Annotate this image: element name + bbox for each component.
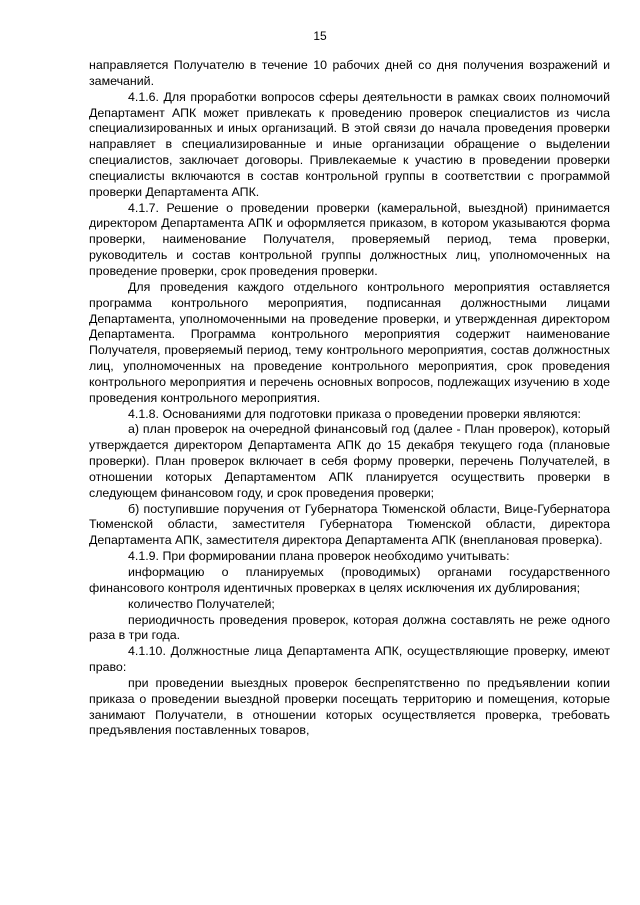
paragraph: б) поступившие поручения от Губернатора Тюменской области, Вице-Губернатора Тюменской области, заместителя Губернатора Тюменской области, директора Департамента АПК, заместителя директора Департамента АПК (внеплановая проверка).	[89, 501, 610, 548]
paragraph: периодичность проведения проверок, которая должна составлять не реже одного раза в три года.	[89, 612, 610, 643]
paragraph: информацию о планируемых (проводимых) органами государственного финансового контроля идентичных проверках в целях исключения их дублирования;	[89, 565, 610, 595]
paragraph: 4.1.8. Основаниями для подготовки приказа о проведении проверки являются:	[128, 406, 582, 421]
page-number: 15	[313, 29, 327, 43]
paragraph: а) план проверок на очередной финансовый год (далее - План проверок), который утверждается директором Департамента АПК до 15 декабря текущего года (плановые проверки). План проверок включает в себя форму проверки, перечень Получателей, в отношении которых Департаментом АПК планируется осуществить проверки в следующем финансовом году, и срок проведения проверки;	[89, 422, 610, 500]
paragraph: 4.1.10. Должностные лица Департамента АПК, осуществляющие проверку, имеют право:	[89, 644, 610, 675]
paragraph: Для проведения каждого отдельного контрольного мероприятия оставляется программа контрольного мероприятия, подписанная должностными лицами Департамента, уполномоченными на проведение проверки, и утвержденная директором Департамента. Программа контрольного мероприятия содержит наименование Получателя, проверяемый период, тему контрольного мероприятия, состав должностных лиц, уполномоченных на проведение контрольного мероприятия, срок проведения контрольного мероприятия и перечень основных вопросов, подлежащих изучению в ходе проведения контрольного мероприятия.	[89, 279, 610, 405]
paragraph: 4.1.9. При формировании плана проверок необходимо учитывать:	[128, 549, 510, 564]
paragraph: количество Получателей;	[128, 596, 275, 611]
document-body	[89, 58, 610, 739]
paragraph: 4.1.6. Для проработки вопросов сферы деятельности в рамках своих полномочий Департамент АПК может привлекать к проведению проверок специалистов из числа специализированных и иных организаций. В этой связи до начала проведения проверки направляет в специализированные и иные организации обращение о выделении специалистов, заключает договоры. Привлекаемые к участию в проведении проверки специалисты включаются в состав контрольной группы в соответствии с программой проверки Департамента АПК.	[89, 89, 610, 199]
paragraph: направляется Получателю в течение 10 рабочих дней со дня получения возражений и замечаний.	[89, 58, 610, 88]
paragraph: 4.1.7. Решение о проведении проверки (камеральной, выездной) принимается директором Департамента АПК и оформляется приказом, в котором указываются форма проверки, наименование Получателя, проверяемый период, тема проверки, руководитель и состав контрольной группы должностных лиц, уполномоченных на проведение проверки, срок проведения проверки.	[89, 200, 610, 278]
paragraph: при проведении выездных проверок беспрепятственно по предъявлении копии приказа о проведении выездной проверки посещать территорию и помещения, которые занимают Получатели, в отношении которых осуществляется проверка, требовать предъявления поставленных товаров,	[89, 675, 610, 738]
